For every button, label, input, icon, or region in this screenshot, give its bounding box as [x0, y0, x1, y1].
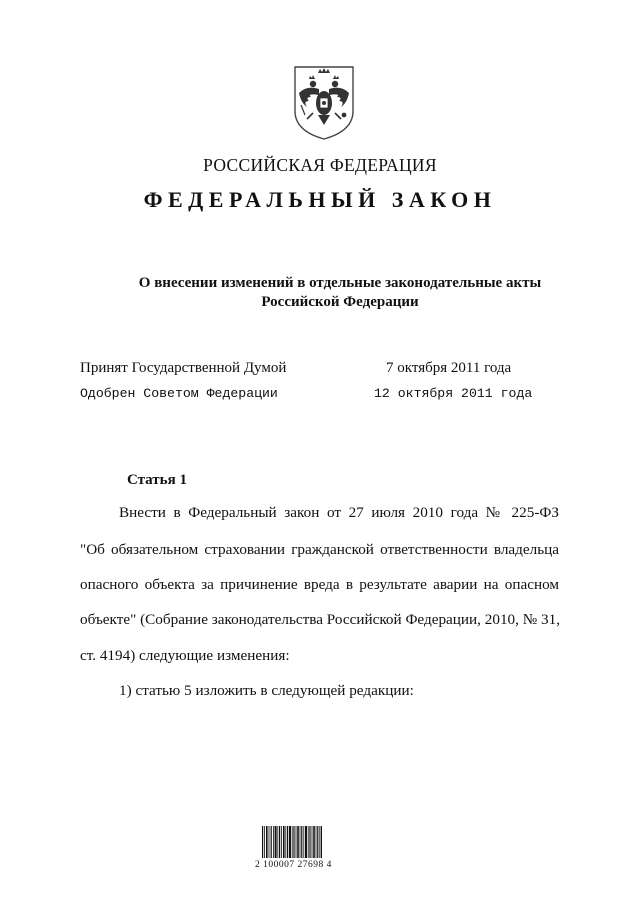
article-line-2: "Об обязательном страховании гражданской ответственности владельца: [80, 541, 559, 558]
council-approval-label: Одобрен Советом Федерации: [80, 386, 278, 401]
article-line-5: ст. 4194) следующие изменения:: [80, 647, 290, 664]
article-line-3: опасного объекта за причинение вреда в результате аварии на опасном: [80, 576, 559, 593]
article-line-1: Внести в Федеральный закон от 27 июля 2010 года № 225-ФЗ: [119, 504, 559, 521]
article-line-4: объекте" (Собрание законодательства Российской Федерации, 2010, № 31,: [80, 611, 560, 628]
duma-adoption-label: Принят Государственной Думой: [80, 360, 287, 376]
duma-adoption-date: 7 октября 2011 года: [386, 360, 512, 376]
article-title: Статья 1: [127, 472, 187, 488]
state-emblem: [289, 63, 359, 141]
council-approval-date: 12 октября 2011 года: [374, 386, 533, 401]
barcode-number: 2 100007 27698 4: [255, 860, 332, 870]
law-subject: О внесении изменений в отдельные законодательные акты Российской Федерации: [138, 275, 542, 310]
barcode: [262, 826, 322, 858]
country-name: РОССИЙСКАЯ ФЕДЕРАЦИЯ: [203, 155, 437, 175]
document-type-title: ФЕДЕРАЛЬНЫЙ ЗАКОН: [143, 187, 497, 212]
article-item-1: 1) статью 5 изложить в следующей редакции:: [119, 682, 414, 699]
